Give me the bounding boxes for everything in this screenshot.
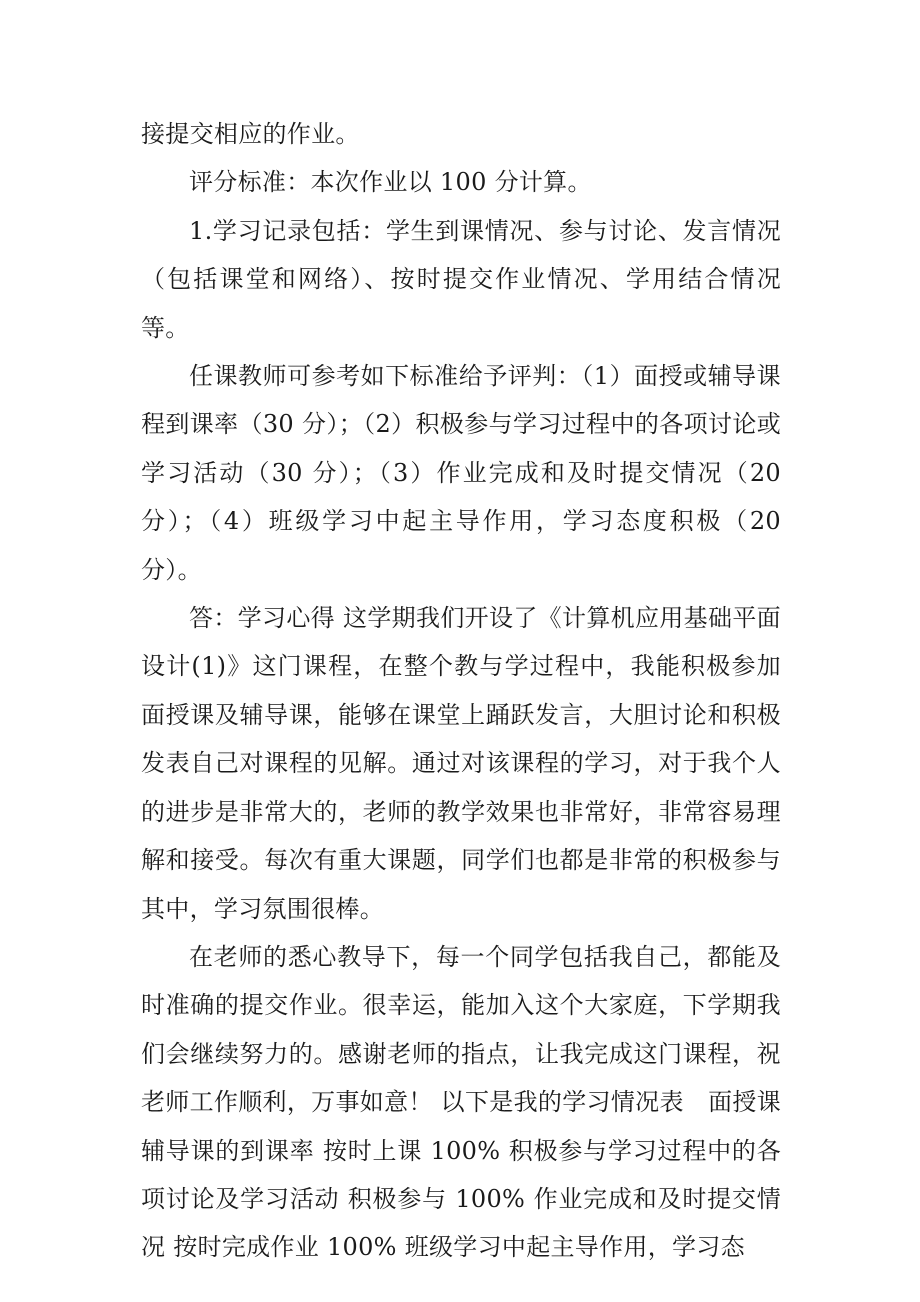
document-body [141,110,781,1272]
paragraph-grading-criteria: 任课教师可参考如下标准给予评判：（1）面授或辅导课程到课率（30 分）；（2）积极参与学习过程中的各项讨论或学习活动（30 分）；（3）作业完成和及时提交情况（20 分）；（4）班级学习中起主导作用，学习态度积极（20 分）。 [141,362,781,584]
paragraph-grading-standard: 评分标准：本次作业以 100 分计算。 [189,168,592,197]
paragraph-learning-record: 1.学习记录包括：学生到课情况、参与讨论、发言情况（包括课堂和网络）、按时提交作业情况、学用结合情况等。 [141,216,781,342]
paragraph-conclusion: 在老师的悉心教导下，每一个同学包括我自己，都能及时准确的提交作业。很幸运，能加入这个大家庭，下学期我们会继续努力的。感谢老师的指点，让我完成这门课程，祝老师工作顺利，万事如意！ 以下是我的学习情况表 面授课辅导课的到课率 按时上课 100% 积极参与学习过程中的各项讨论及学习活动 积极参与 100% 作业完成和及时提交情况 按时完成作业 100% 班级学习中起主导作用，学习态 [141,942,781,1262]
paragraph-answer: 答：学习心得 这学期我们开设了《计算机应用基础平面设计(1)》这门课程，在整个教与学过程中，我能积极参加面授课及辅导课，能够在课堂上踊跃发言，大胆讨论和积极发表自己对课程的见解。通过对该课程的学习，对于我个人的进步是非常大的，老师的教学效果也非常好，非常容易理解和接受。每次有重大课题，同学们也都是非常的积极参与其中，学习氛围很棒。 [141,604,781,923]
paragraph: 接提交相应的作业。 [141,120,360,148]
